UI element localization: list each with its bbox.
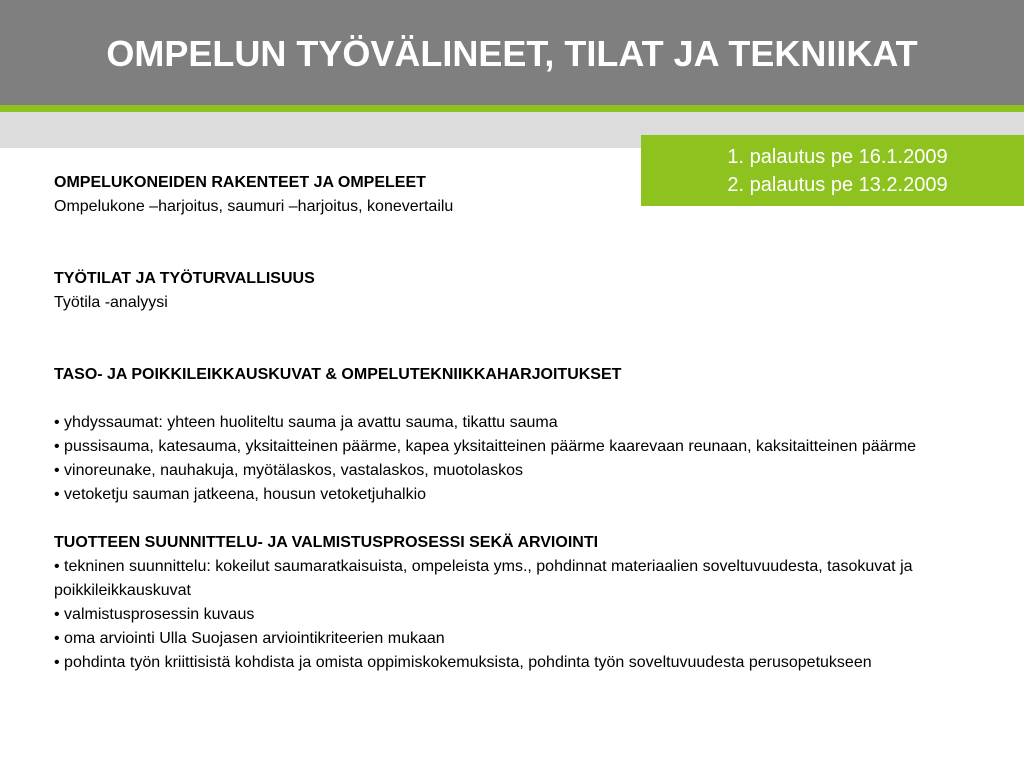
section-workspace: [54, 267, 974, 315]
spacer: [54, 507, 974, 531]
slide-title: OMPELUN TYÖVÄLINEET, TILAT JA TEKNIIKAT: [106, 33, 918, 74]
list-item: • oma arviointi Ulla Suojasen arviointikriteerien mukaan: [54, 630, 445, 647]
accent-line: [0, 105, 1024, 112]
list-item: • pussisauma, katesauma, yksitaitteinen päärme, kapea yksitaitteinen päärme kaarevaan reunaan, kaksitaitteinen päärme: [54, 438, 917, 455]
deadline-1: 1. palautus pe 16.1.2009: [727, 146, 948, 168]
list-item: • yhdyssaumat: yhteen huoliteltu sauma ja avattu sauma, tikattu sauma: [54, 414, 558, 431]
list-item: • valmistusprosessin kuvaus: [54, 606, 255, 623]
content-body: [54, 171, 974, 675]
deadline-2: 2. palautus pe 13.2.2009: [727, 174, 948, 196]
section-sewing-machines: [54, 171, 974, 219]
list-item: • pohdinta työn kriittisistä kohdista ja omista oppimiskokemuksista, pohdinta työn soveltuvuudesta perusopetukseen: [54, 654, 872, 671]
spacer: [54, 315, 974, 363]
section-text: Työtila -analyysi: [54, 294, 168, 311]
section-heading: TUOTTEEN SUUNNITTELU- JA VALMISTUSPROSESSI SEKÄ ARVIOINTI: [54, 534, 599, 551]
spacer: [54, 387, 974, 411]
section-product-design: [54, 531, 974, 675]
section-heading: OMPELUKONEIDEN RAKENTEET JA OMPELEET: [54, 174, 426, 191]
section-heading: TYÖTILAT JA TYÖTURVALLISUUS: [54, 270, 315, 287]
section-heading: TASO- JA POIKKILEIKKAUSKUVAT & OMPELUTEKNIIKKAHARJOITUKSET: [54, 366, 622, 383]
list-item: • vetoketju sauman jatkeena, housun vetoketjuhalkio: [54, 486, 427, 503]
list-item: • vinoreunake, nauhakuja, myötälaskos, vastalaskos, muotolaskos: [54, 462, 523, 479]
spacer: [54, 219, 974, 267]
list-item: • tekninen suunnittelu: kokeilut saumaratkaisuista, ompeleista yms., pohdinnat materiaalien soveltuvuudesta, tasokuvat ja poikkileikkauskuvat: [54, 558, 913, 599]
section-techniques: [54, 363, 974, 507]
section-text: Ompelukone –harjoitus, saumuri –harjoitus, konevertailu: [54, 198, 454, 215]
